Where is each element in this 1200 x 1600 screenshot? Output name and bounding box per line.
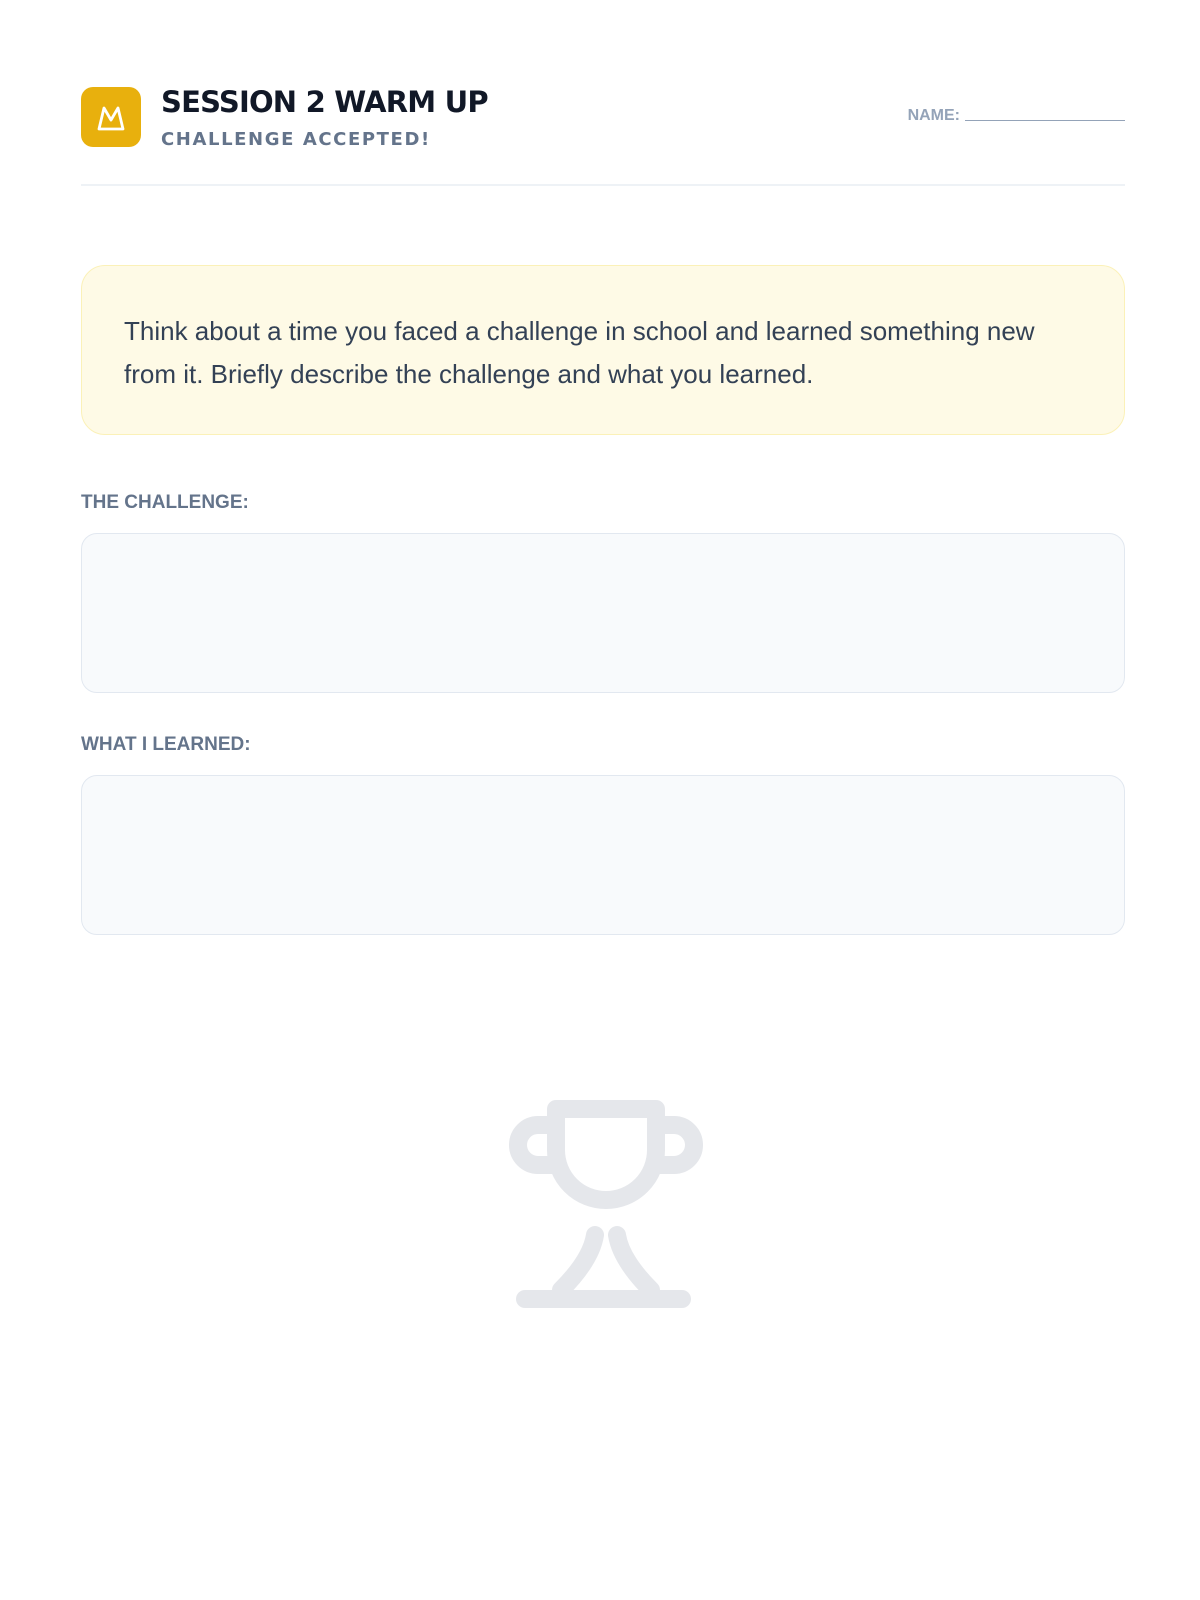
prompt-text: Think about a time you faced a challenge in school and learned something new from it. Briefly describe the challenge and what you learned. [124,316,1035,389]
name-line[interactable] [965,120,1125,121]
trophy-icon [503,1100,703,1308]
name-label: NAME: [907,107,960,124]
worksheet-header [81,87,1125,186]
learned-label: WHAT I LEARNED: [81,734,251,755]
page-subtitle: CHALLENGE ACCEPTED! [161,129,431,150]
challenge-label: THE CHALLENGE: [81,492,249,513]
name-field[interactable] [908,107,1125,125]
learned-answer-box[interactable] [81,775,1125,935]
challenge-answer-box[interactable] [81,533,1125,693]
logo-badge [81,87,141,147]
prompt-box [81,265,1125,435]
mountain-icon [94,100,128,134]
page-title: SESSION 2 WARM UP [161,85,488,119]
